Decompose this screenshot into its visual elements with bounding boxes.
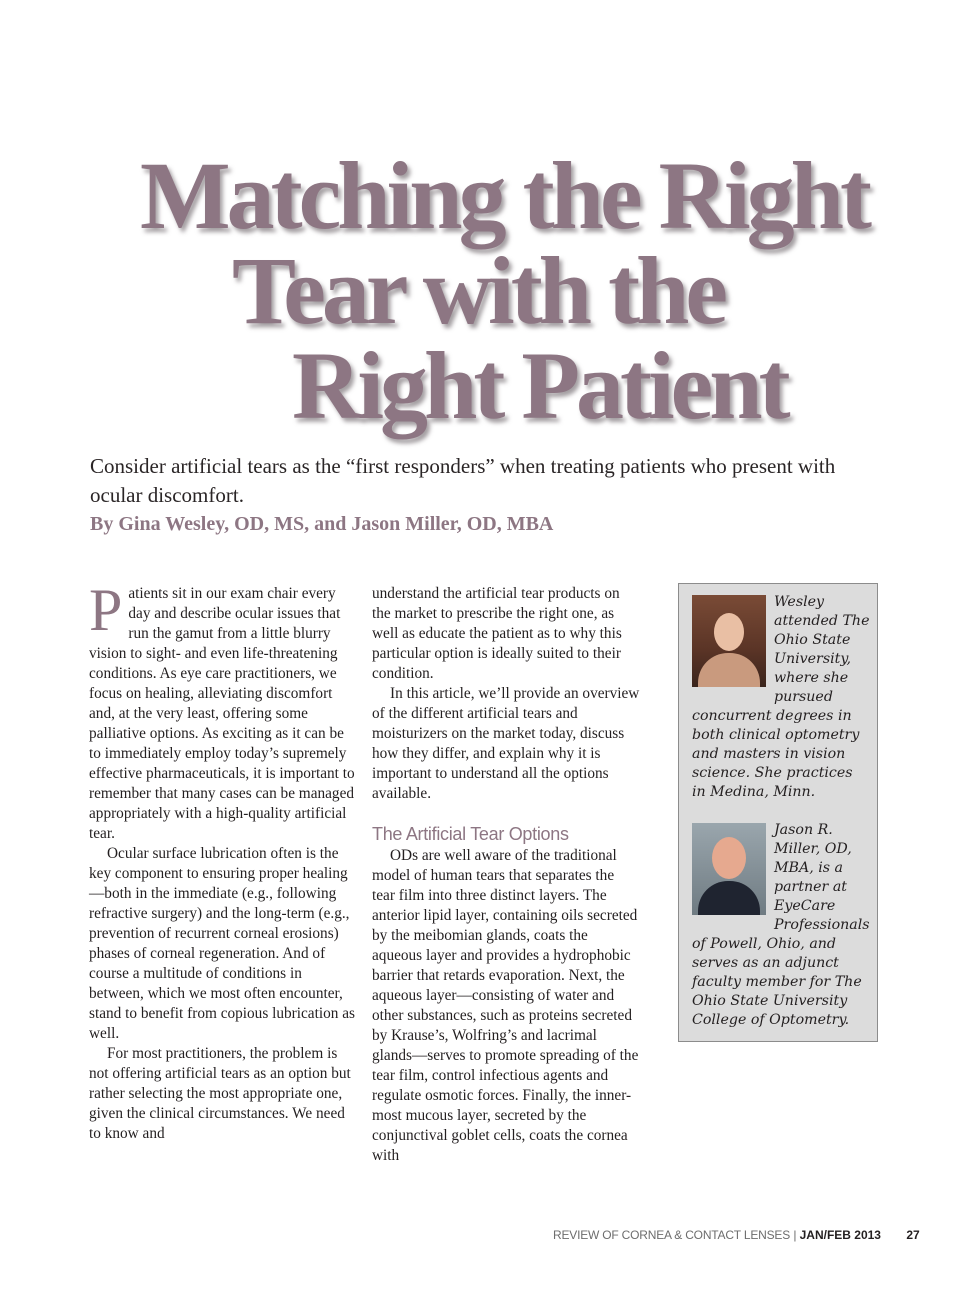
body-paragraph-6: ODs are well aware of the traditional model of human tears that separates the tear film into three distinct layers. The anterior lipid layer, containing oils secreted by the meibomian glands, coats the aqueous layer and provides a hydrophobic barrier that retards evaporation. Next, the aqueous layer—consisting of water and other substances, such as proteins secreted by Krause’s, Wolfring’s and lacrimal glands—serves to promote spreading of the tear film, control infectious agents and regulate osmotic forces. Finally, the inner-most mucous layer, secreted by the conjunctival goblet cells, coats the cornea with: [372, 847, 639, 1164]
bio-text-miller: Jason R. Miller, OD, MBA, is a partner at EyeCare Professionals of Powell, Ohio, and serves as an adjunct faculty member for The Ohio State University College of Optometry.: [692, 822, 870, 1028]
author-bio-wesley: [692, 593, 870, 802]
section-subhead: The Artificial Tear Options: [372, 824, 569, 844]
photo-face: [712, 837, 746, 879]
page-number: 27: [906, 1228, 920, 1242]
body-paragraph-3: For most practitioners, the problem is not offering artificial tears as an option but rather selecting the most appropriate one, given the clinical circumstances. We need to know and: [89, 1045, 351, 1142]
photo-shoulders: [698, 881, 760, 915]
author-photo-wesley: [692, 595, 766, 687]
body-paragraph-4: understand the artificial tear products on the market to prescribe the right one, as well as educate the patient as to why this particular option is ideally suited to their condition.: [372, 585, 622, 682]
photo-face: [714, 613, 744, 651]
body-paragraph-1-text: atients sit in our exam chair every day and describe ocular issues that run the gamut from a little blurry vision to sight- and even life-threatening conditions. As eye care practitioners, we focus on healing, alleviating discomfort and, at the very least, offering some palliative options. As exciting as it can be to immediately employ today’s supremely effective pharmaceuticals, it is important to remember that many cases can be managed appropriately with a high-quality artificial tear.: [89, 585, 355, 842]
bio-text-wesley: Wesley attended The Ohio State University, where she pursued concurrent degrees in both clinical optometry and masters in vision science. She practices in Medina, Minn.: [692, 594, 870, 800]
author-sidebar: [678, 583, 878, 1042]
drop-cap: P: [89, 577, 123, 643]
footer-publication: REVIEW OF CORNEA & CONTACT LENSES: [553, 1228, 790, 1242]
photo-shoulders: [698, 653, 760, 687]
author-bio-miller: [692, 821, 870, 1030]
footer-issue: JAN/FEB 2013: [799, 1228, 881, 1242]
footer-separator: |: [793, 1228, 797, 1242]
page-footer: [553, 1228, 920, 1242]
body-column-2: [372, 584, 640, 1166]
body-paragraph-5: In this article, we’ll provide an overview of the different artificial tears and moisturizers on the market today, discuss how they differ, and explain why it is important to understand all the options available.: [372, 685, 640, 802]
body-paragraph-2: Ocular surface lubrication often is the key component to ensuring proper healing—both in the immediate (e.g., following refractive surgery) and the long-term (e.g., prevention of recurrent corneal erosions) phases of corneal regeneration. And of course a multitude of conditions in between, which we most often encounter, stand to benefit from copious lubrication as well.: [89, 845, 355, 1042]
title-line-3: Right Patient: [292, 332, 787, 439]
title-line-2: Tear with the: [232, 237, 725, 344]
body-column-1: [89, 577, 355, 1144]
article-deck: Consider artificial tears as the “first responders” when treating patients who present with ocular discomfort.: [90, 454, 836, 507]
article-byline: By Gina Wesley, OD, MS, and Jason Miller, OD, MBA: [90, 513, 554, 535]
title-line-1: Matching the Right: [140, 142, 868, 249]
author-photo-miller: [692, 823, 766, 915]
body-paragraph-1: [89, 577, 355, 844]
